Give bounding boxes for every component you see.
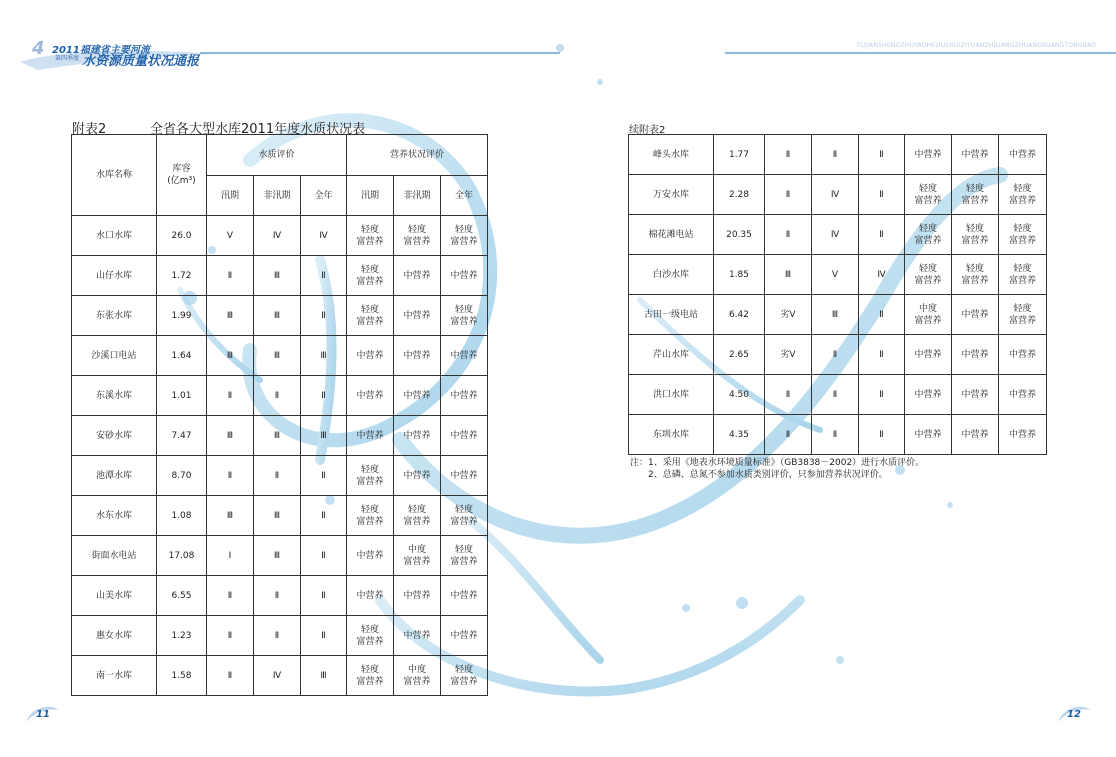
- quality-nonflood-cell: Ⅳ: [254, 216, 301, 256]
- nutrient-nonflood-cell: 中营养: [394, 336, 441, 376]
- quality-nonflood-cell: Ⅱ: [812, 135, 859, 175]
- col-header-name: 水库名称: [72, 135, 157, 216]
- reservoir-name-cell: 水口水库: [72, 216, 157, 256]
- reservoir-name-cell: 山仔水库: [72, 256, 157, 296]
- table-row: [72, 656, 488, 696]
- quality-flood-cell: Ⅱ: [207, 576, 254, 616]
- nutrient-flood-cell: 轻度 富营养: [347, 496, 394, 536]
- quality-annual-cell: Ⅱ: [301, 296, 347, 336]
- table-row: [72, 576, 488, 616]
- reservoir-name-cell: 峰头水库: [629, 135, 714, 175]
- capacity-value-cell: 26.0: [157, 216, 207, 256]
- nutrient-annual-cell: 轻度 富营养: [441, 216, 488, 256]
- continued-table-caption: 续附表2: [629, 125, 666, 136]
- quality-flood-cell: Ⅱ: [207, 656, 254, 696]
- capacity-unit: (亿m³): [167, 176, 196, 186]
- capacity-value-cell: 8.70: [157, 456, 207, 496]
- nutrient-flood-cell: 中营养: [905, 375, 952, 415]
- nutrient-flood-cell: 中营养: [905, 335, 952, 375]
- nutrient-flood-cell: 轻度 富营养: [347, 656, 394, 696]
- capacity-value-cell: 1.72: [157, 256, 207, 296]
- quality-flood-cell: 劣Ⅴ: [765, 295, 812, 335]
- quality-annual-cell: Ⅱ: [859, 335, 905, 375]
- table-notes: [630, 457, 924, 481]
- quality-annual-cell: Ⅱ: [301, 496, 347, 536]
- nutrient-flood-cell: 轻度 富营养: [905, 215, 952, 255]
- quality-nonflood-cell: Ⅲ: [812, 295, 859, 335]
- quality-nonflood-cell: Ⅲ: [254, 256, 301, 296]
- nutrient-flood-cell: 中营养: [347, 536, 394, 576]
- nutrient-annual-cell: 轻度 富营养: [999, 215, 1047, 255]
- quality-flood-cell: Ⅱ: [207, 456, 254, 496]
- nutrient-flood-cell: 中度 富营养: [905, 295, 952, 335]
- quality-nonflood-cell: Ⅴ: [812, 255, 859, 295]
- reservoir-name-cell: 池潭水库: [72, 456, 157, 496]
- quality-flood-cell: Ⅱ: [765, 375, 812, 415]
- quality-flood-cell: Ⅰ: [207, 536, 254, 576]
- nutrient-annual-cell: 中营养: [441, 256, 488, 296]
- nutrient-annual-cell: 中营养: [441, 376, 488, 416]
- nutrient-flood-cell: 中营养: [347, 416, 394, 456]
- quality-annual-cell: Ⅱ: [859, 175, 905, 215]
- col-header-flood: 汛期: [347, 176, 394, 216]
- quality-nonflood-cell: Ⅲ: [254, 536, 301, 576]
- capacity-value-cell: 1.77: [714, 135, 765, 175]
- header-rule-right: [725, 52, 1116, 54]
- reservoir-name-cell: 东溪水库: [72, 376, 157, 416]
- quality-flood-cell: Ⅲ: [765, 255, 812, 295]
- nutrient-annual-cell: 中营养: [999, 335, 1047, 375]
- capacity-value-cell: 17.08: [157, 536, 207, 576]
- nutrient-nonflood-cell: 轻度 富营养: [952, 255, 999, 295]
- nutrient-nonflood-cell: 轻度 富营养: [394, 216, 441, 256]
- table-row: [629, 375, 1047, 415]
- col-header-flood: 汛期: [207, 176, 254, 216]
- reservoir-quality-table: [71, 134, 488, 696]
- capacity-value-cell: 6.55: [157, 576, 207, 616]
- table-row: [72, 416, 488, 456]
- nutrient-nonflood-cell: 中营养: [394, 256, 441, 296]
- quality-nonflood-cell: Ⅱ: [254, 616, 301, 656]
- capacity-value-cell: 1.64: [157, 336, 207, 376]
- table-row: [629, 215, 1047, 255]
- nutrient-annual-cell: 中营养: [441, 576, 488, 616]
- nutrient-nonflood-cell: 中营养: [952, 295, 999, 335]
- quality-flood-cell: Ⅱ: [765, 175, 812, 215]
- nutrient-nonflood-cell: 中营养: [952, 335, 999, 375]
- page-number-left: 11: [36, 709, 50, 720]
- capacity-value-cell: 1.23: [157, 616, 207, 656]
- quality-annual-cell: Ⅳ: [301, 216, 347, 256]
- nutrient-nonflood-cell: 中营养: [952, 375, 999, 415]
- capacity-value-cell: 1.08: [157, 496, 207, 536]
- nutrient-nonflood-cell: 轻度 富营养: [952, 215, 999, 255]
- table-row: [629, 135, 1047, 175]
- capacity-value-cell: 1.58: [157, 656, 207, 696]
- quality-annual-cell: Ⅱ: [859, 215, 905, 255]
- reservoir-quality-table-continued: [628, 134, 1047, 455]
- nutrient-flood-cell: 中营养: [347, 336, 394, 376]
- reservoir-name-cell: 街面水电站: [72, 536, 157, 576]
- table-row: [72, 616, 488, 656]
- quality-annual-cell: Ⅱ: [301, 376, 347, 416]
- logo-year-title: 2011福建省主要河流: [52, 45, 150, 56]
- nutrient-flood-cell: 轻度 富营养: [347, 256, 394, 296]
- nutrient-flood-cell: 中营养: [347, 576, 394, 616]
- table-row: [72, 376, 488, 416]
- capacity-value-cell: 2.65: [714, 335, 765, 375]
- quality-annual-cell: Ⅱ: [301, 456, 347, 496]
- quality-annual-cell: Ⅱ: [301, 256, 347, 296]
- nutrient-flood-cell: 轻度 富营养: [347, 296, 394, 336]
- table-row: [629, 335, 1047, 375]
- reservoir-name-cell: 白沙水库: [629, 255, 714, 295]
- reservoir-name-cell: 水东水库: [72, 496, 157, 536]
- quality-annual-cell: Ⅲ: [301, 336, 347, 376]
- table-row: [72, 216, 488, 256]
- table-row: [629, 415, 1047, 455]
- quality-annual-cell: Ⅲ: [301, 416, 347, 456]
- quality-nonflood-cell: Ⅲ: [254, 336, 301, 376]
- col-header-nonflood: 非汛期: [394, 176, 441, 216]
- reservoir-name-cell: 南一水库: [72, 656, 157, 696]
- table-row: [72, 536, 488, 576]
- note-line: 2、总磷、总氮不参加水质类别评价，只参加营养状况评价。: [630, 470, 888, 480]
- col-header-annual: 全年: [441, 176, 488, 216]
- nutrient-nonflood-cell: 中度 富营养: [394, 656, 441, 696]
- logo-subtitle: 水资源质量状况通报: [82, 54, 200, 69]
- nutrient-nonflood-cell: 中度 富营养: [394, 536, 441, 576]
- nutrient-nonflood-cell: 中营养: [394, 576, 441, 616]
- nutrient-annual-cell: 轻度 富营养: [999, 295, 1047, 335]
- table-row: [629, 295, 1047, 335]
- reservoir-name-cell: 安砂水库: [72, 416, 157, 456]
- nutrient-annual-cell: 轻度 富营养: [999, 255, 1047, 295]
- quality-flood-cell: Ⅱ: [207, 256, 254, 296]
- header-rule-left: [200, 52, 560, 54]
- nutrient-flood-cell: 轻度 富营养: [905, 255, 952, 295]
- quality-nonflood-cell: Ⅱ: [254, 456, 301, 496]
- col-header-capacity: [157, 135, 207, 216]
- nutrient-nonflood-cell: 中营养: [394, 376, 441, 416]
- nutrient-annual-cell: 中营养: [441, 616, 488, 656]
- quality-nonflood-cell: Ⅳ: [254, 656, 301, 696]
- quality-nonflood-cell: Ⅳ: [812, 215, 859, 255]
- nutrient-annual-cell: 中营养: [999, 135, 1047, 175]
- nutrient-annual-cell: 中营养: [441, 456, 488, 496]
- table-row: [72, 296, 488, 336]
- table-row: [629, 255, 1047, 295]
- quality-flood-cell: Ⅴ: [207, 216, 254, 256]
- col-header-annual: 全年: [301, 176, 347, 216]
- nutrient-annual-cell: 中营养: [441, 416, 488, 456]
- reservoir-name-cell: 棉花滩电站: [629, 215, 714, 255]
- nutrient-annual-cell: 轻度 富营养: [441, 536, 488, 576]
- quality-flood-cell: Ⅱ: [207, 616, 254, 656]
- nutrient-flood-cell: 轻度 富营养: [347, 456, 394, 496]
- nutrient-nonflood-cell: 轻度 富营养: [952, 175, 999, 215]
- quality-nonflood-cell: Ⅱ: [812, 415, 859, 455]
- nutrient-flood-cell: 轻度 富营养: [347, 616, 394, 656]
- capacity-label: 库容: [172, 164, 191, 174]
- quality-nonflood-cell: Ⅱ: [254, 376, 301, 416]
- quality-annual-cell: Ⅱ: [301, 576, 347, 616]
- quality-nonflood-cell: Ⅱ: [812, 335, 859, 375]
- note-line: 注：1、采用《地表水环境质量标准》（GB3838－2002）进行水质评价。: [630, 458, 925, 468]
- nutrient-annual-cell: 轻度 富营养: [441, 496, 488, 536]
- quality-annual-cell: Ⅳ: [859, 255, 905, 295]
- reservoir-name-cell: 惠女水库: [72, 616, 157, 656]
- nutrient-nonflood-cell: 中营养: [394, 296, 441, 336]
- nutrient-annual-cell: 中营养: [999, 375, 1047, 415]
- quality-annual-cell: Ⅱ: [859, 295, 905, 335]
- quality-flood-cell: Ⅱ: [207, 376, 254, 416]
- nutrient-flood-cell: 中营养: [905, 135, 952, 175]
- capacity-value-cell: 1.85: [714, 255, 765, 295]
- capacity-value-cell: 1.99: [157, 296, 207, 336]
- quality-annual-cell: Ⅱ: [859, 415, 905, 455]
- capacity-value-cell: 1.01: [157, 376, 207, 416]
- quality-flood-cell: Ⅲ: [207, 496, 254, 536]
- quality-annual-cell: Ⅱ: [301, 616, 347, 656]
- quality-annual-cell: Ⅱ: [859, 375, 905, 415]
- reservoir-name-cell: 山美水库: [72, 576, 157, 616]
- reservoir-name-cell: 古田一级电站: [629, 295, 714, 335]
- reservoir-name-cell: 东圳水库: [629, 415, 714, 455]
- capacity-value-cell: 7.47: [157, 416, 207, 456]
- nutrient-nonflood-cell: 中营养: [394, 616, 441, 656]
- quality-flood-cell: Ⅱ: [765, 215, 812, 255]
- nutrient-annual-cell: 中营养: [999, 415, 1047, 455]
- svg-text:4: 4: [32, 40, 45, 59]
- nutrient-nonflood-cell: 中营养: [952, 135, 999, 175]
- nutrient-nonflood-cell: 轻度 富营养: [394, 496, 441, 536]
- capacity-value-cell: 6.42: [714, 295, 765, 335]
- quality-annual-cell: Ⅱ: [859, 135, 905, 175]
- quality-nonflood-cell: Ⅲ: [254, 416, 301, 456]
- page-header: [0, 0, 1116, 80]
- quality-flood-cell: Ⅲ: [207, 416, 254, 456]
- col-header-water-quality: 水质评价: [207, 135, 347, 176]
- header-pinyin-strip: FUJIANSHENGZHUYAOHELIUSHUIZIYUANZHILIANGZHUANGKUANGTONGBAO: [857, 42, 1097, 49]
- quality-flood-cell: Ⅱ: [765, 135, 812, 175]
- page-number-right: 12: [1067, 709, 1081, 720]
- nutrient-nonflood-cell: 中营养: [952, 415, 999, 455]
- table-title: 全省各大型水库2011年度水质状况表: [150, 122, 366, 137]
- capacity-value-cell: 4.35: [714, 415, 765, 455]
- nutrient-flood-cell: 中营养: [347, 376, 394, 416]
- reservoir-name-cell: 芹山水库: [629, 335, 714, 375]
- nutrient-flood-cell: 中营养: [905, 415, 952, 455]
- nutrient-annual-cell: 轻度 富营养: [999, 175, 1047, 215]
- quality-flood-cell: Ⅱ: [765, 415, 812, 455]
- logo-quarter: 第四季度: [55, 55, 80, 62]
- capacity-value-cell: 20.35: [714, 215, 765, 255]
- quality-flood-cell: Ⅲ: [207, 336, 254, 376]
- table-row: [72, 336, 488, 376]
- quality-nonflood-cell: Ⅱ: [254, 576, 301, 616]
- nutrient-annual-cell: 轻度 富营养: [441, 656, 488, 696]
- reservoir-name-cell: 万安水库: [629, 175, 714, 215]
- table-row: [72, 456, 488, 496]
- quality-nonflood-cell: Ⅱ: [812, 375, 859, 415]
- nutrient-annual-cell: 中营养: [441, 336, 488, 376]
- nutrient-nonflood-cell: 中营养: [394, 456, 441, 496]
- quality-annual-cell: Ⅱ: [301, 536, 347, 576]
- quality-nonflood-cell: Ⅲ: [254, 296, 301, 336]
- nutrient-nonflood-cell: 中营养: [394, 416, 441, 456]
- quality-annual-cell: Ⅲ: [301, 656, 347, 696]
- reservoir-name-cell: 洪口水库: [629, 375, 714, 415]
- reservoir-name-cell: 东张水库: [72, 296, 157, 336]
- quality-nonflood-cell: Ⅳ: [812, 175, 859, 215]
- table-row: [72, 496, 488, 536]
- capacity-value-cell: 2.28: [714, 175, 765, 215]
- quality-nonflood-cell: Ⅲ: [254, 496, 301, 536]
- nutrient-flood-cell: 轻度 富营养: [905, 175, 952, 215]
- nutrient-flood-cell: 轻度 富营养: [347, 216, 394, 256]
- capacity-value-cell: 4.50: [714, 375, 765, 415]
- table-row: [629, 175, 1047, 215]
- quality-flood-cell: Ⅲ: [207, 296, 254, 336]
- table-label: 附表2: [72, 122, 107, 137]
- reservoir-name-cell: 沙溪口电站: [72, 336, 157, 376]
- table-row: [72, 256, 488, 296]
- col-header-nonflood: 非汛期: [254, 176, 301, 216]
- col-header-nutrient: 营养状况评价: [347, 135, 488, 176]
- nutrient-annual-cell: 轻度 富营养: [441, 296, 488, 336]
- quality-flood-cell: 劣Ⅴ: [765, 335, 812, 375]
